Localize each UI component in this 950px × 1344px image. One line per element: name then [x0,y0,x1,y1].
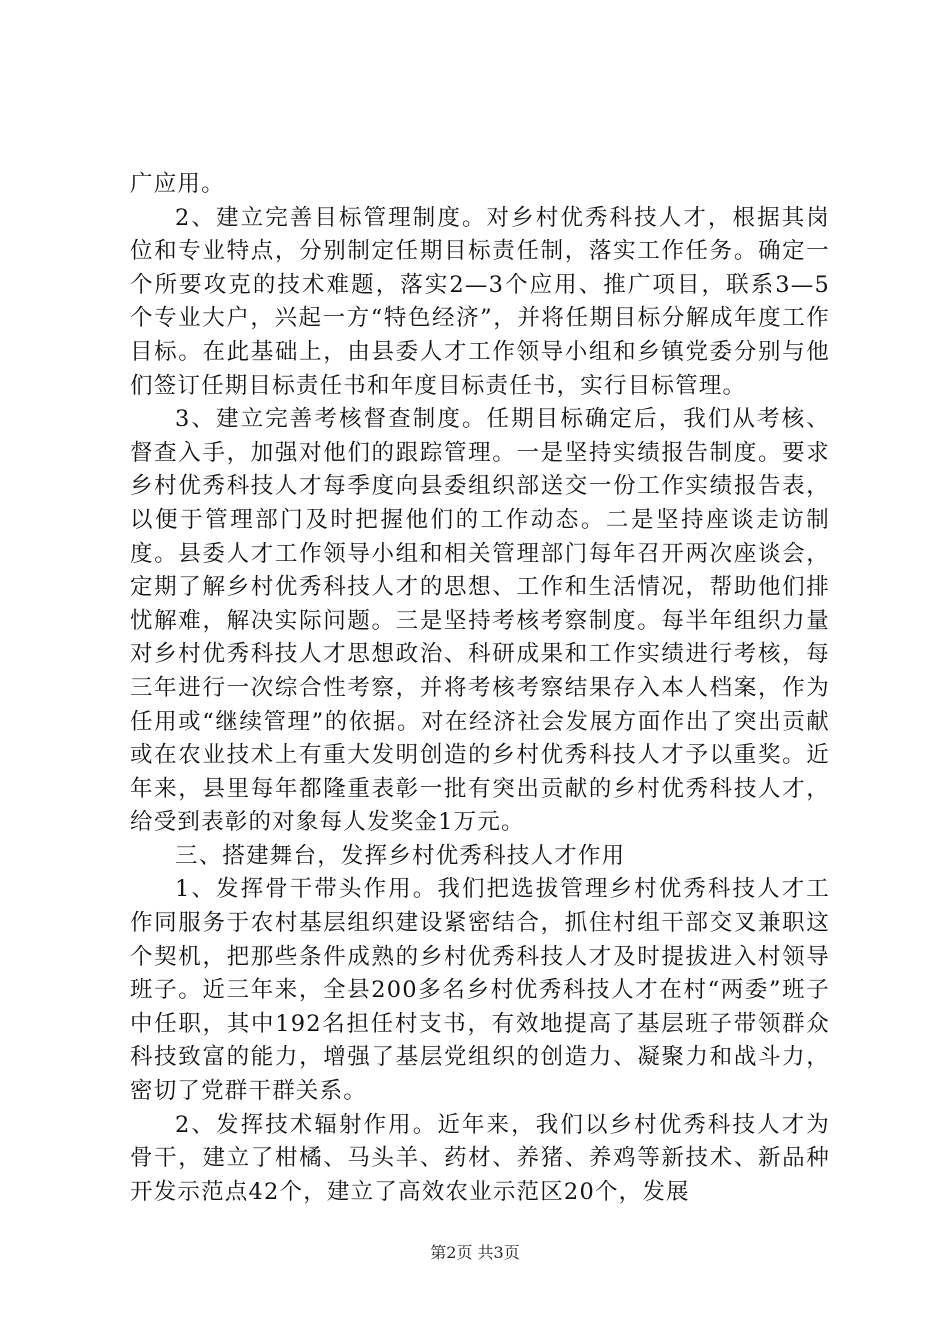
page-footer: 第2页 共3页 [430,1243,520,1262]
paragraph-assessment-supervision: 3、建立完善考核督查制度。任期目标确定后，我们从考核、督查入手，加强对他们的跟踪管理。一是坚持实绩报告制度。要求乡村优秀科技人才每季度向县委组织部送交一份工作实绩报告表，以便于管理部门及时把握他们的工作动态。二是坚持座谈走访制度。县委人才工作领导小组和相关管理部门每年召开两次座谈会，定期了解乡村优秀科技人才的思想、工作和生活情况，帮助他们排忧解难，解决实际问题。三是坚持考核考察制度。每半年组织力量对乡村优秀科技人才思想政治、科研成果和工作实绩进行考核，每三年进行一次综合性考察，并将考核考察结果存入本人档案，作为任用或“继续管理”的依据。对在经济社会发展方面作出了突出贡献或在农业技术上有重大发明创造的乡村优秀科技人才予以重奖。近年来，县里每年都隆重表彰一批有突出贡献的乡村优秀科技人才，给受到表彰的对象每人发奖金1万元。 [130,406,830,836]
section-heading-three: 三、搭建舞台，发挥乡村优秀科技人才作用 [175,842,626,869]
paragraph-backbone-role: 1、发挥骨干带头作用。我们把选拔管理乡村优秀科技人才工作同服务于农村基层组织建设紧密结合，抓住村组干部交叉兼职这个契机，把那些条件成熟的乡村优秀科技人才及时提拔进入村领导班子。近三年来，全县200多名乡村优秀科技人才在村“两委”班子中任职，其中192名担任村支书，有效地提高了基层班子带领群众科技致富的能力，增强了基层党组织的创造力、凝聚力和战斗力，密切了党群干群关系。 [130,876,830,1105]
document-body [130,168,830,1209]
paragraph-goal-management: 2、建立完善目标管理制度。对乡村优秀科技人才，根据其岗位和专业特点，分别制定任期目标责任制，落实工作任务。确定一个所要攻克的技术难题，落实2—3个应用、推广项目，联系3—5个专业大户，兴起一方“特色经济”，并将任期目标分解成年度工作目标。在此基础上，由县委人才工作领导小组和乡镇党委分别与他们签订任期目标责任书和年度目标责任书，实行目标管理。 [130,204,830,399]
paragraph-continuation: 广应用。 [130,171,225,197]
paragraph-technology-radiation: 2、发挥技术辐射作用。近年来，我们以乡村优秀科技人才为骨干，建立了柑橘、马头羊、药材、养猪、养鸡等新技术、新品种开发示范点42个，建立了高效农业示范区20个，发展 [130,1111,830,1205]
